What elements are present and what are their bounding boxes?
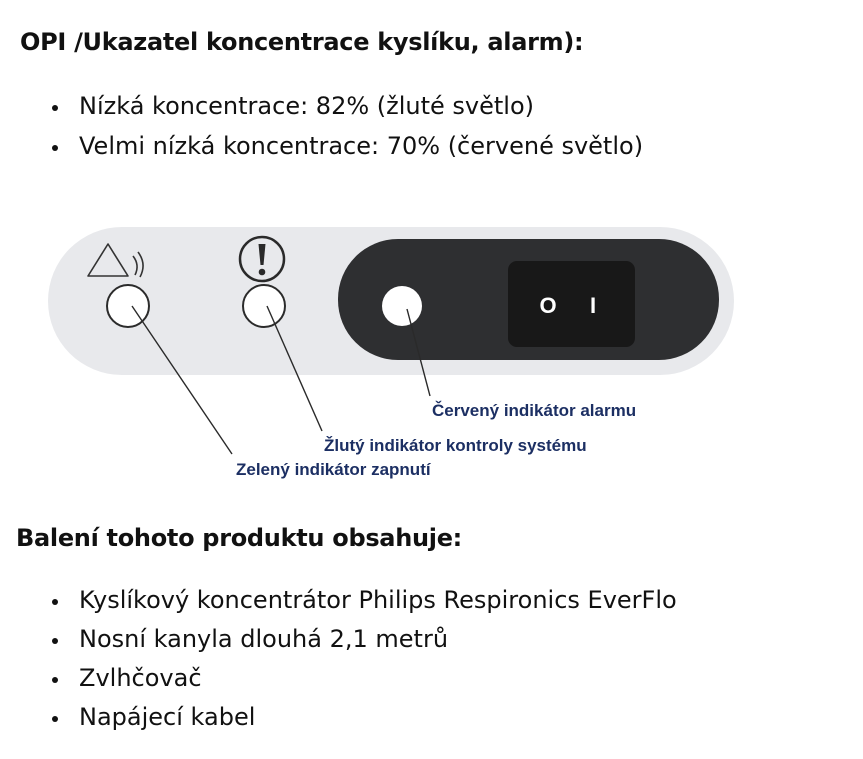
list-item: Kyslíkový koncentrátor Philips Respironics EverFlo: [52, 582, 677, 621]
list-item: Napájecí kabel: [52, 699, 677, 738]
power-switch[interactable]: [508, 261, 635, 347]
green-power-label: Zelený indikátor zapnutí: [236, 460, 431, 479]
red-alarm-label: Červený indikátor alarmu: [432, 401, 637, 420]
red-alarm-indicator: [382, 286, 422, 326]
list-item: Nosní kanyla dlouhá 2,1 metrů: [52, 621, 677, 660]
yellow-system-indicator: [243, 285, 285, 327]
yellow-system-label: Žlutý indikátor kontroly systému: [324, 436, 587, 455]
package-contents-list: [52, 582, 677, 738]
switch-on-symbol: I: [589, 293, 597, 318]
control-panel-figure: [40, 220, 740, 490]
oxygen-indicator-heading: OPI /Ukazatel koncentrace kyslíku, alarm):: [20, 28, 584, 56]
switch-off-symbol: O: [539, 293, 557, 318]
list-item: Zvlhčovač: [52, 660, 677, 699]
list-item: Nízká koncentrace: 82% (žluté světlo): [52, 88, 643, 128]
concentration-list: [52, 88, 643, 168]
package-contents-heading: Balení tohoto produktu obsahuje:: [16, 524, 462, 552]
list-item: Velmi nízká koncentrace: 70% (červené světlo): [52, 128, 643, 168]
